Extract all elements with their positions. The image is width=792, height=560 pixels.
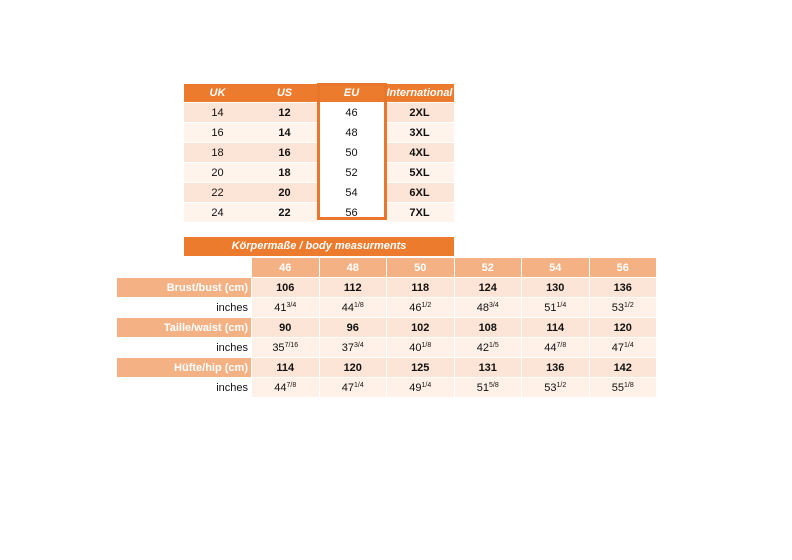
inch-whole: 44 [274,381,287,394]
us-size-cell: 12 [251,103,318,123]
size-conversion-table [184,84,454,222]
inch-whole: 53 [544,381,557,394]
measurement-label: Hüfte/hip (cm) [117,358,252,378]
us-size-cell: 16 [251,143,318,163]
inch-value-cell [252,338,320,358]
cm-value-cell: 136 [589,278,657,298]
eu-size-cell: 46 [318,103,385,123]
inch-value-cell [454,298,522,318]
measurement-inch-row [117,378,657,398]
measurement-cm-row [117,358,657,378]
measurement-label: Brust/bust (cm) [117,278,252,298]
inch-fraction: 1/8 [624,381,634,389]
header-eu: EU [318,84,385,103]
measurement-label: Taille/waist (cm) [117,318,252,338]
inch-value-cell [387,378,455,398]
inch-value-cell [522,298,590,318]
inch-whole: 48 [476,301,489,314]
body-measurements-table [116,257,657,398]
inch-fraction: 3/4 [489,301,499,309]
cm-value-cell: 120 [589,318,657,338]
inch-whole: 35 [272,341,285,354]
inch-fraction: 1/4 [624,341,634,349]
inch-fraction: 1/4 [354,381,364,389]
eu-size-cell: 52 [318,163,385,183]
inch-fraction: 1/4 [556,301,567,309]
inch-fraction: 1/2 [624,301,634,309]
inch-value-cell [454,378,522,398]
inch-fraction: 7/16 [284,341,299,349]
inch-fraction: 7/8 [556,341,567,349]
cm-value-cell: 90 [252,318,320,338]
international-size-cell: 5XL [385,163,454,183]
cm-value-cell: 114 [252,358,320,378]
measurement-inch-row [117,298,657,318]
size-header-cell: 56 [589,258,657,278]
cm-value-cell: 106 [252,278,320,298]
measurement-cm-row [117,278,657,298]
cm-value-cell: 112 [319,278,387,298]
inch-value-cell [319,378,387,398]
inch-fraction: 1/8 [421,341,432,349]
uk-size-cell: 22 [184,183,251,203]
international-size-cell: 6XL [385,183,454,203]
international-size-cell: 7XL [385,203,454,223]
cm-value-cell: 96 [319,318,387,338]
inch-value-cell [252,378,320,398]
inch-whole: 51 [476,381,489,394]
cm-value-cell: 108 [454,318,522,338]
inch-value-cell [319,298,387,318]
inch-fraction: 3/4 [286,301,297,309]
header-international: International [385,84,454,103]
header-us: US [251,84,318,103]
inch-value-cell [454,338,522,358]
uk-size-cell: 20 [184,163,251,183]
inch-value-cell [387,338,455,358]
size-table-row [184,143,454,163]
us-size-cell: 22 [251,203,318,223]
eu-size-cell: 56 [318,203,385,223]
inch-whole: 55 [611,381,624,394]
cm-value-cell: 120 [319,358,387,378]
inch-whole: 49 [409,381,422,394]
us-size-cell: 20 [251,183,318,203]
size-table-row [184,163,454,183]
cm-value-cell: 125 [387,358,455,378]
uk-size-cell: 24 [184,203,251,223]
inch-value-cell [252,298,320,318]
uk-size-cell: 18 [184,143,251,163]
inch-fraction: 1/2 [421,301,432,309]
inch-fraction: 7/8 [286,381,297,389]
eu-size-cell: 48 [318,123,385,143]
size-table-row [184,183,454,203]
cm-value-cell: 131 [454,358,522,378]
header-uk: UK [184,84,251,103]
corner-cell [117,258,252,278]
inch-value-cell [522,378,590,398]
inch-value-cell [589,338,657,358]
cm-value-cell: 114 [522,318,590,338]
uk-size-cell: 16 [184,123,251,143]
us-size-cell: 18 [251,163,318,183]
cm-value-cell: 142 [589,358,657,378]
international-size-cell: 4XL [385,143,454,163]
size-table-row [184,123,454,143]
inch-whole: 42 [476,341,489,354]
cm-value-cell: 118 [387,278,455,298]
inch-whole: 51 [544,301,557,314]
inches-label: inches [117,298,252,318]
inch-fraction: 1/5 [489,341,499,349]
inches-label: inches [117,378,252,398]
size-header-cell: 48 [319,258,387,278]
us-size-cell: 14 [251,123,318,143]
international-size-cell: 3XL [385,123,454,143]
inch-value-cell [589,298,657,318]
inch-whole: 46 [409,301,422,314]
inch-value-cell [589,378,657,398]
cm-value-cell: 124 [454,278,522,298]
inch-whole: 40 [409,341,422,354]
inches-label: inches [117,338,252,358]
cm-value-cell: 130 [522,278,590,298]
inch-whole: 47 [611,341,624,354]
size-table-header [184,84,454,103]
size-table-row [184,203,454,223]
inch-whole: 47 [341,381,354,394]
size-header-cell: 50 [387,258,455,278]
uk-size-cell: 14 [184,103,251,123]
inch-fraction: 1/4 [421,381,432,389]
inch-fraction: 1/2 [556,381,567,389]
eu-size-cell: 50 [318,143,385,163]
inch-fraction: 1/8 [354,301,364,309]
inch-whole: 37 [341,341,354,354]
inch-value-cell [522,338,590,358]
body-measurements-title: Körpermaße / body measurments [184,237,454,256]
inch-value-cell [319,338,387,358]
inch-whole: 41 [274,301,287,314]
eu-size-cell: 54 [318,183,385,203]
size-header-cell: 52 [454,258,522,278]
inch-value-cell [387,298,455,318]
cm-value-cell: 136 [522,358,590,378]
international-size-cell: 2XL [385,103,454,123]
inch-fraction: 5/8 [489,381,499,389]
cm-value-cell: 102 [387,318,455,338]
inch-fraction: 3/4 [354,341,364,349]
inch-whole: 44 [544,341,557,354]
inch-whole: 44 [341,301,354,314]
size-header-cell: 54 [522,258,590,278]
measurement-inch-row [117,338,657,358]
size-header-cell: 46 [252,258,320,278]
size-header-row [117,258,657,278]
measurement-cm-row [117,318,657,338]
inch-whole: 53 [611,301,624,314]
size-table-row [184,103,454,123]
